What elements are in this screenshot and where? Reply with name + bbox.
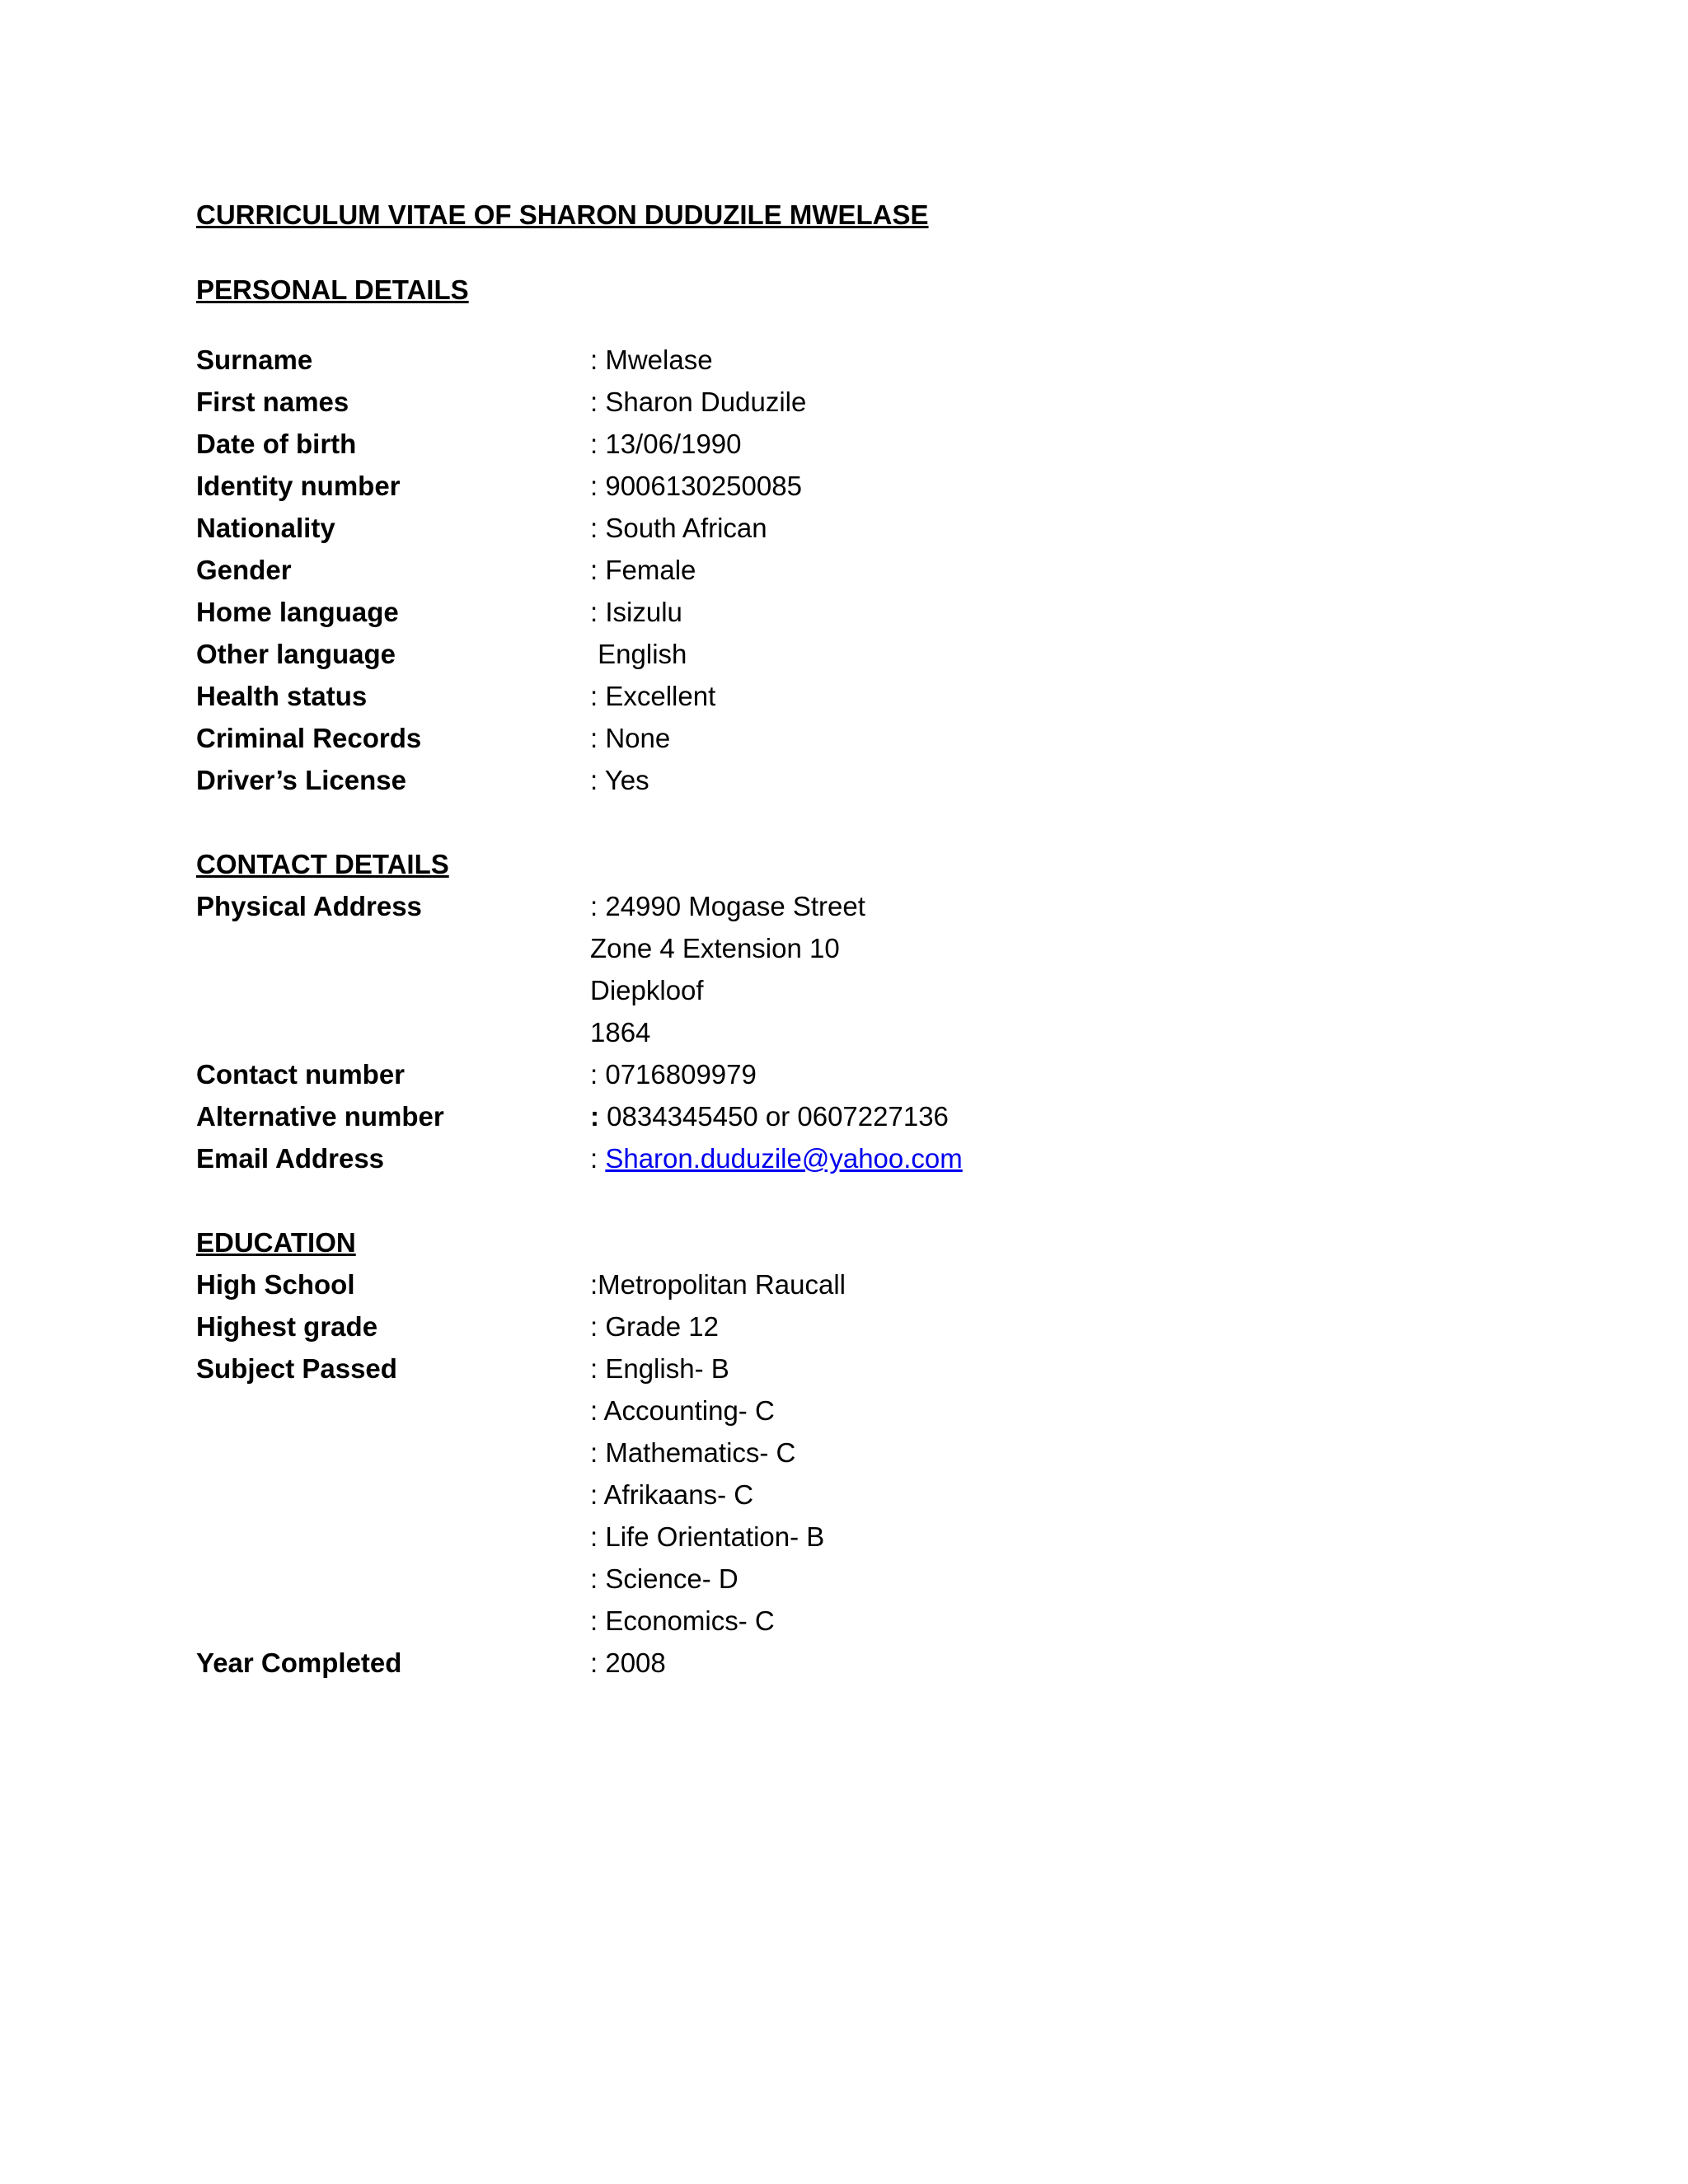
row-first-names: [196, 381, 1482, 423]
row-year-completed: [196, 1642, 1482, 1684]
label-alternative-number: Alternative number: [196, 1101, 444, 1132]
value-highest-grade: : Grade 12: [590, 1311, 719, 1342]
row-home-language: [196, 591, 1482, 633]
spacer: [196, 1179, 1482, 1221]
row-physical-address: [196, 885, 1482, 1053]
label-first-names: First names: [196, 387, 349, 417]
education-section: [196, 1221, 1482, 1684]
subjects-list: [590, 1347, 824, 1642]
value-physical-address: [590, 885, 865, 1053]
value-criminal-records: : None: [590, 723, 671, 753]
label-health-status: Health status: [196, 681, 368, 711]
label-physical-address: Physical Address: [196, 891, 422, 921]
row-subjects-passed: [196, 1347, 1482, 1642]
cv-content: [196, 198, 1482, 1684]
value-identity-number: : 9006130250085: [590, 471, 802, 501]
value-nationality: : South African: [590, 513, 767, 543]
row-identity-number: [196, 465, 1482, 507]
label-email-address: Email Address: [196, 1143, 385, 1174]
value-email-address: : Sharon.duduzile@yahoo.com: [590, 1143, 963, 1174]
label-criminal-records: Criminal Records: [196, 723, 422, 753]
label-contact-number: Contact number: [196, 1059, 406, 1090]
row-criminal-records: [196, 717, 1482, 759]
personal-details-heading: PERSONAL DETAILS: [196, 274, 469, 305]
row-alternative-number: [196, 1095, 1482, 1137]
label-identity-number: Identity number: [196, 471, 401, 501]
value-other-language: English: [598, 639, 687, 669]
value-alternative-number: : 0834345450 or 0607227136: [590, 1101, 949, 1132]
value-health-status: : Excellent: [590, 681, 716, 711]
spacer: [196, 232, 1482, 269]
personal-details-section: [196, 269, 1482, 801]
row-highest-grade: [196, 1305, 1482, 1347]
row-contact-number: [196, 1053, 1482, 1095]
label-home-language: Home language: [196, 597, 399, 627]
label-highest-grade: Highest grade: [196, 1311, 378, 1342]
education-heading: EDUCATION: [196, 1227, 356, 1258]
label-drivers-license: Driver’s License: [196, 765, 406, 795]
spacer: [196, 801, 1482, 843]
value-year-completed: : 2008: [590, 1647, 666, 1678]
subject-item: : Afrikaans- C: [590, 1479, 754, 1510]
address-line: Zone 4 Extension 10: [590, 933, 840, 963]
address-line: 1864: [590, 1017, 651, 1047]
value-gender: : Female: [590, 555, 696, 585]
label-year-completed: Year Completed: [196, 1647, 402, 1678]
contact-details-heading: CONTACT DETAILS: [196, 849, 449, 879]
label-date-of-birth: Date of birth: [196, 429, 357, 459]
value-date-of-birth: : 13/06/1990: [590, 429, 742, 459]
label-nationality: Nationality: [196, 513, 335, 543]
row-other-language: [196, 633, 1482, 675]
value-surname: : Mwelase: [590, 344, 713, 375]
subject-item: : Accounting- C: [590, 1395, 775, 1426]
row-high-school: [196, 1263, 1482, 1305]
label-surname: Surname: [196, 344, 313, 375]
label-gender: Gender: [196, 555, 292, 585]
value-first-names: : Sharon Duduzile: [590, 387, 807, 417]
row-surname: [196, 339, 1482, 381]
email-link[interactable]: Sharon.duduzile@yahoo.com: [605, 1143, 963, 1174]
row-email-address: [196, 1137, 1482, 1179]
row-date-of-birth: [196, 423, 1482, 465]
subject-item: : English- B: [590, 1353, 729, 1384]
subject-item: : Life Orientation- B: [590, 1521, 825, 1552]
label-high-school: High School: [196, 1269, 355, 1300]
document-title: CURRICULUM VITAE OF SHARON DUDUZILE MWELASE: [196, 199, 929, 230]
contact-details-section: [196, 843, 1482, 1179]
address-line: : 24990 Mogase Street: [590, 891, 865, 921]
row-nationality: [196, 507, 1482, 549]
label-other-language: Other language: [196, 639, 396, 669]
value-drivers-license: : Yes: [590, 765, 649, 795]
label-subjects-passed: Subject Passed: [196, 1353, 397, 1384]
row-gender: [196, 549, 1482, 591]
row-drivers-license: [196, 759, 1482, 801]
row-health-status: [196, 675, 1482, 717]
value-high-school: :Metropolitan Raucall: [590, 1269, 846, 1300]
subject-item: : Science- D: [590, 1563, 738, 1594]
address-line: Diepkloof: [590, 975, 704, 1005]
subject-item: : Economics- C: [590, 1605, 775, 1636]
subject-item: : Mathematics- C: [590, 1437, 796, 1468]
value-contact-number: : 0716809979: [590, 1059, 757, 1090]
spacer: [196, 311, 1482, 339]
value-home-language: : Isizulu: [590, 597, 682, 627]
